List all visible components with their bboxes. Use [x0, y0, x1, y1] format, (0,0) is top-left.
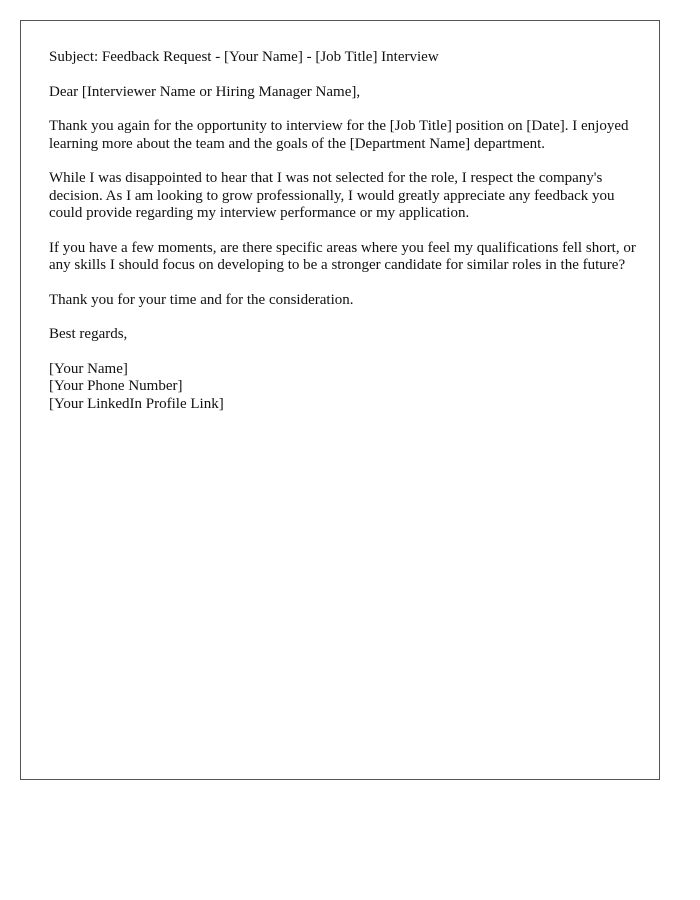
paragraph-decision: While I was disappointed to hear that I was not selected for the role, I respect the company's decision. As I am looking to grow professionally, I would greatly appreciate any feedback you could provide regarding my interview performance or my application.: [49, 170, 615, 221]
signature-phone: [Your Phone Number]: [49, 378, 183, 394]
letter-page: [20, 20, 660, 780]
subject-line: Subject: Feedback Request - [Your Name] - [Job Title] Interview: [49, 49, 439, 65]
paragraph-closing-thanks: Thank you for your time and for the consideration.: [49, 291, 354, 308]
paragraph-request: If you have a few moments, are there specific areas where you feel my qualifications fell short, or any skills I should focus on developing to be a stronger candidate for similar roles in the future?: [49, 239, 636, 273]
letter-body: [49, 49, 639, 430]
signature-block: [49, 361, 639, 414]
signature-linkedin: [Your LinkedIn Profile Link]: [49, 395, 224, 412]
closing: Best regards,: [49, 326, 128, 342]
signature-name: [Your Name]: [49, 360, 128, 377]
paragraph-thanks: Thank you again for the opportunity to interview for the [Job Title] position on [Date]. I enjoyed learning more about the team and the goals of the [Department Name] department.: [49, 118, 629, 152]
salutation: Dear [Interviewer Name or Hiring Manager Name],: [49, 83, 361, 100]
